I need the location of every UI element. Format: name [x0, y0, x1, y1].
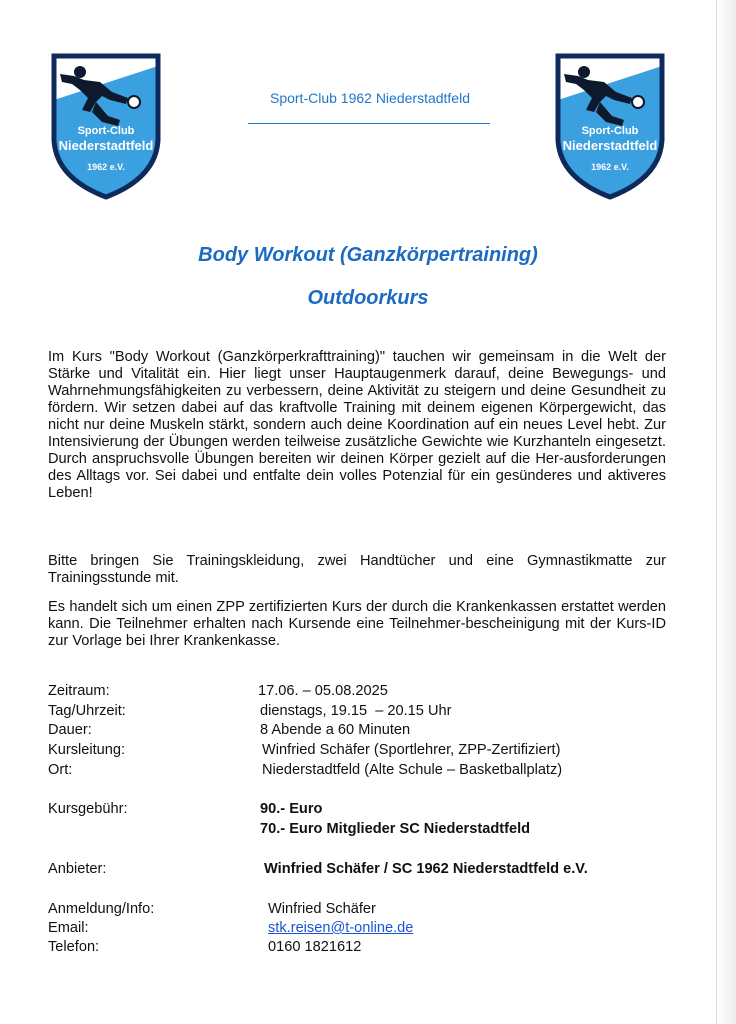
zeitraum-label: Zeitraum:: [48, 683, 110, 699]
telefon-value: 0160 1821612: [268, 939, 362, 955]
provider-label: Anbieter:: [48, 861, 107, 877]
tag-label: Tag/Uhrzeit:: [48, 703, 126, 719]
email-label: Email:: [48, 920, 89, 936]
bring-items-paragraph: Bitte bringen Sie Trainingskleidung, zwei Handtücher und eine Gymnastikmatte zur Trainingsstunde mit.: [48, 553, 666, 586]
page-edge-shadow: [716, 0, 736, 1024]
zeitraum-value: 17.06. – 05.08.2025: [258, 683, 388, 699]
fee-label: Kursgebühr:: [48, 801, 128, 817]
intro-paragraph: Im Kurs "Body Workout (Ganzkörperkrafttraining)" tauchen wir gemeinsam in die Welt der Stärke und Vitalität ein. Hier liegt unser Hauptaugenmerk darauf, deine Bewegungs- und Wahrnehmungsfähigkeiten zu verbessern, deine Aktivität zu steigern und deine Gesundheit zu fördern. Wir setzen dabei auf das kraftvolle Training mit deinem eigenen Körpergewicht, das nicht nur deine Muskeln stärkt, sondern auch deine Koordination auf ein neues Level hebt. Zur Intensivierung der Übungen werden teilweise zusätzliche Gewichte wie Kurzhanteln eingesetzt. Durch anspruchsvolle Übungen bereiten wir deinen Körper gezielt auf die Her-ausforderungen des Alltags vor. Sei dabei und entfalte dein volles Potenzial für ein gesünderes und aktiveres Leben!: [48, 349, 666, 501]
fee-members: 70.- Euro Mitglieder SC Niederstadtfeld: [260, 821, 531, 837]
email-link[interactable]: stk.reisen@t-online.de: [268, 920, 414, 936]
tag-value: dienstags, 19.15 – 20.15 Uhr: [260, 703, 452, 719]
ball-icon: [632, 96, 644, 108]
zpp-paragraph: Es handelt sich um einen ZPP zertifizierten Kurs der durch die Krankenkassen erstattet werden kann. Die Teilnehmer erhalten nach Kursende eine Teilnehmer-bescheinigung mit der Kurs-ID zur Vorlage bei Ihrer Krankenkasse.: [48, 599, 666, 649]
dauer-value: 8 Abende a 60 Minuten: [260, 722, 411, 738]
ball-icon: [128, 96, 140, 108]
anmeldung-label: Anmeldung/Info:: [48, 901, 155, 917]
kursleitung-value: Winfried Schäfer (Sportlehrer, ZPP-Zertifiziert): [262, 742, 561, 758]
logo-text-line1: Sport-Club: [581, 125, 639, 137]
header-divider: [248, 123, 490, 124]
provider-value: Winfried Schäfer / SC 1962 Niederstadtfeld e.V.: [264, 861, 588, 877]
dauer-label: Dauer:: [48, 722, 92, 738]
club-crest: [50, 52, 162, 200]
page-edge-line: [716, 0, 717, 1024]
header-club-name: Sport-Club 1962 Niederstadtfeld: [269, 90, 470, 106]
telefon-label: Telefon:: [48, 939, 100, 955]
logo-text-line3: 1962 e.V.: [591, 162, 629, 172]
logo-text-line3: 1962 e.V.: [87, 162, 125, 172]
kursleitung-label: Kursleitung:: [48, 742, 126, 758]
club-logo-left: [50, 52, 162, 200]
anmeldung-value: Winfried Schäfer: [268, 901, 376, 917]
fee-regular: 90.- Euro: [260, 801, 323, 817]
logo-text-line2: Niederstadtfeld: [562, 138, 658, 153]
club-logo-right: [554, 52, 666, 200]
course-title: Body Workout (Ganzkörpertraining): [198, 244, 538, 266]
course-subtitle: Outdoorkurs: [307, 287, 429, 309]
ort-label: Ort:: [48, 762, 73, 778]
logo-text-line2: Niederstadtfeld: [58, 138, 154, 153]
ort-value: Niederstadtfeld (Alte Schule – Basketballplatz): [262, 762, 563, 778]
club-crest: [554, 52, 666, 200]
logo-text-line1: Sport-Club: [77, 125, 135, 137]
